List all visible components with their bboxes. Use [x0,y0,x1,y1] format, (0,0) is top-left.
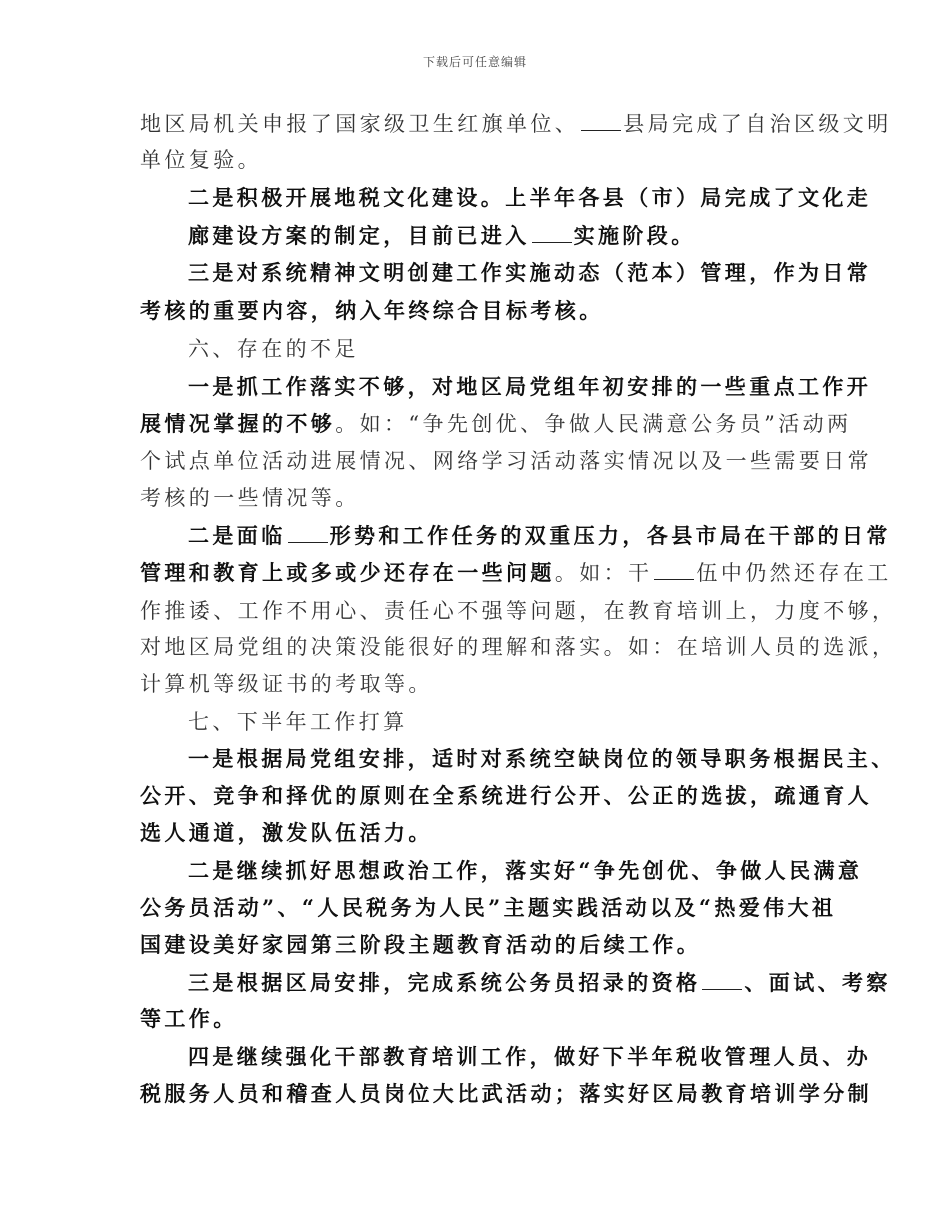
bold-text: 、面试、考察 [744,970,891,995]
fill-in-blank [654,561,694,580]
bold-text: 管理和教育上或多或少还存在一些问题 [140,560,555,585]
fill-in-blank [702,971,742,990]
text-line [188,335,830,363]
bold-text: 一是根据局党组安排，适时对系统空缺岗位的领导职务根据民主、 [188,746,896,771]
text-line [140,1080,872,1108]
bold-text: 选人通道，激发队伍活力。 [140,820,433,845]
text-line [140,670,830,698]
text-segment: 七、下半年工作打算 [188,710,408,734]
text-line [188,522,891,550]
text-line [188,708,830,736]
text-line [140,633,897,661]
text-segment: 。如：“争先创优、争做人民满意公务员”活动两 [335,412,852,436]
text-line [140,110,892,138]
bold-text: 一是抓工作落实不够，对地区局党组年初安排的一些重点工作开 [188,374,872,399]
bold-text: 等工作。 [140,1006,238,1031]
text-line [140,782,872,810]
text-segment: 个试点单位活动进展情况、网络学习活动落实情况以及一些需要日常 [140,449,872,473]
text-line [140,597,897,625]
text-line [188,222,830,250]
fill-in-blank [288,524,328,543]
bold-text: 公开、竞争和择优的原则在全系统进行公开、公正的选拔，疏通育人 [140,783,872,808]
bold-text: 二是积极开展地税文化建设。上半年各县（市）局完成了文化走 [188,185,872,210]
bold-text: 二是面临 [188,523,286,548]
text-line [188,1043,872,1071]
text-line [140,410,852,438]
text-line [188,184,872,212]
text-line [140,447,872,475]
text-segment: 计算机等级证书的考取等。 [140,672,433,696]
text-line [140,559,892,587]
bold-text: 实施阶段。 [573,223,696,248]
bold-text: 考核的重要内容，纳入年终综合目标考核。 [140,298,604,323]
text-segment: 县局完成了自治区级文明 [623,112,892,136]
fill-in-blank [581,112,621,131]
text-line [140,146,830,174]
page-header: 下载后可任意编辑 [422,55,527,69]
bold-text: 四是继续强化干部教育培训工作，做好下半年税收管理人员、办 [188,1044,872,1069]
text-line [140,819,830,847]
fill-in-blank [532,224,572,243]
text-line [140,894,837,922]
bold-text: 展情况掌握的不够 [140,411,336,436]
text-segment: 对地区局党组的决策没能很好的理解和落实。如：在培训人员的选派， [140,635,897,659]
text-line [140,931,830,959]
text-segment: 六、存在的不足 [188,337,359,361]
text-line [188,969,891,997]
text-line [140,484,830,512]
text-segment: 伍中仍然还存在工 [696,561,892,585]
text-line [188,745,896,773]
text-segment: 作推诿、工作不用心、责任心不强等问题，在教育培训上，力度不够， [140,599,897,623]
text-segment: 。如：干 [554,561,653,585]
bold-text: 形势和工作任务的双重压力，各县市局在干部的日常 [329,523,891,548]
bold-text: 三是根据区局安排，完成系统公务员招录的资格 [188,970,701,995]
text-line [140,297,830,325]
text-segment: 单位复验。 [140,148,262,172]
text-segment: 地区局机关申报了国家级卫生红旗单位、 [140,112,580,136]
bold-text: 国建设美好家园第三阶段主题教育活动的后续工作。 [140,932,702,957]
text-line [188,259,872,287]
bold-text: 公务员活动”、“人民税务为人民”主题实践活动以及“热爱伟大祖 [140,895,837,920]
bold-text: 廊建设方案的制定，目前已进入 [188,223,530,248]
bold-text: 二是继续抓好思想政治工作，落实好“争先创优、争做人民满意 [188,858,863,883]
text-line [188,857,863,885]
text-line [188,373,872,401]
bold-text: 税服务人员和稽查人员岗位大比武活动；落实好区局教育培训学分制 [140,1081,872,1106]
text-line [140,1005,830,1033]
text-segment: 考核的一些情况等。 [140,486,360,510]
bold-text: 三是对系统精神文明创建工作实施动态（范本）管理，作为日常 [188,260,872,285]
